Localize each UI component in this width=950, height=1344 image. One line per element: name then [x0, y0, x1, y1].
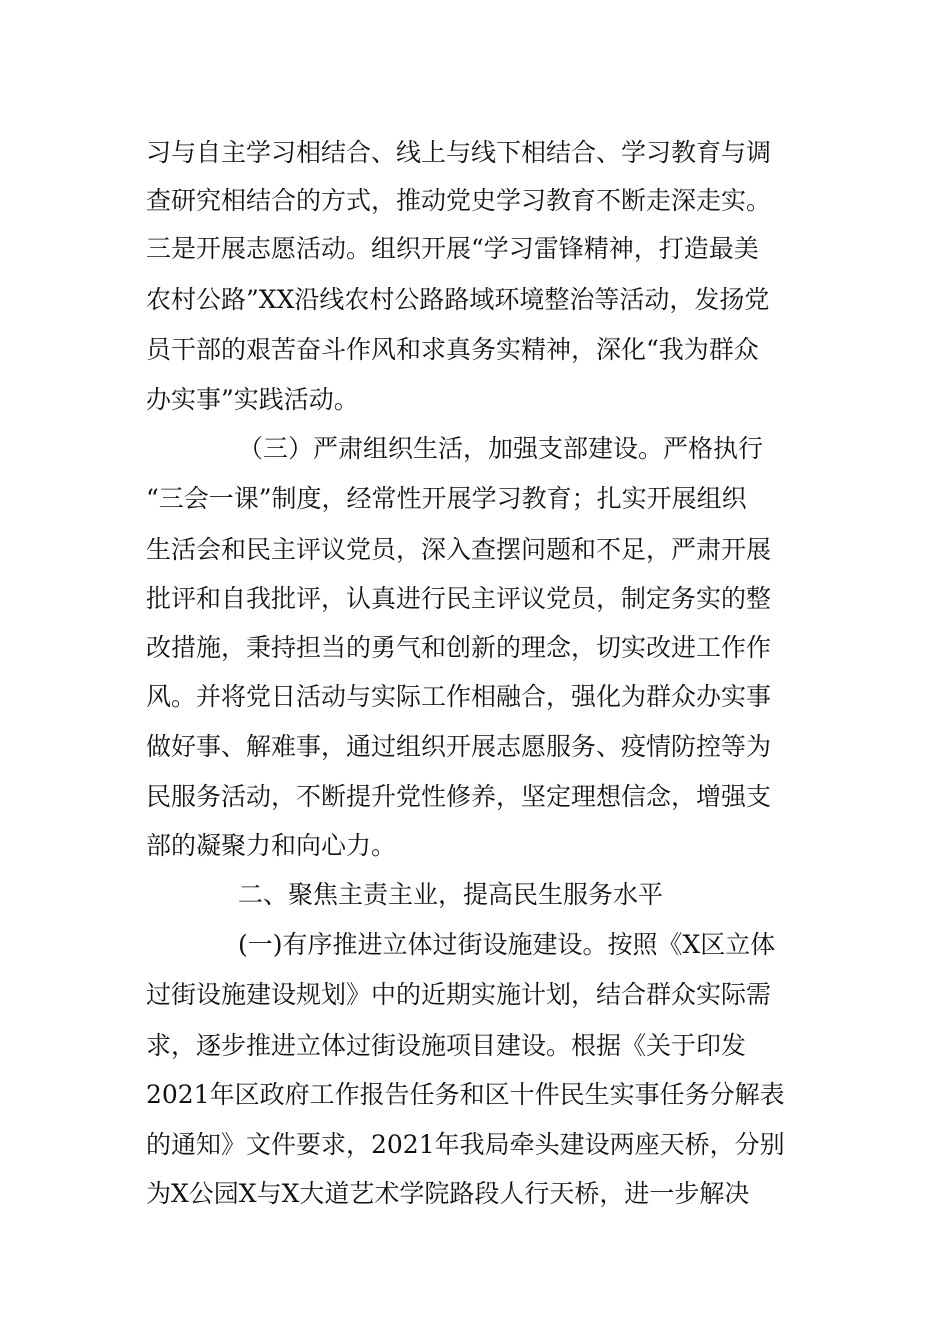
text-line: 的通知》文件要求，2021年我局牵头建设两座天桥，分别 [146, 1130, 785, 1159]
text-line: 求，逐步推进立体过街设施项目建设。根据《关于印发 [146, 1031, 747, 1060]
text-line: 风。并将党日活动与实际工作相融合，强化为群众办实事 [146, 682, 772, 711]
section-heading: （三）严肃组织生活，加强支部建设。严格执行 [238, 434, 764, 463]
text-line: 办实事”实践活动。 [146, 385, 359, 414]
text-line: 改措施，秉持担当的勇气和创新的理念，切实改进工作作 [146, 633, 772, 662]
text-line: 做好事、解难事，通过组织开展志愿服务、疫情防控等为 [146, 732, 772, 761]
text-line: 农村公路”XX沿线农村公路路域环境整治等活动，发扬党 [146, 285, 770, 314]
text-line: 部的凝聚力和向心力。 [146, 831, 397, 860]
section-heading: 二、聚焦主责主业，提高民生服务水平 [238, 880, 664, 909]
text-line: 为X公园X与X大道艺术学院路段人行天桥，进一步解决 [146, 1179, 750, 1208]
text-line: 习与自主学习相结合、线上与线下相结合、学习教育与调 [146, 138, 772, 167]
text-line: 三是开展志愿活动。组织开展“学习雷锋精神，打造最美 [146, 234, 759, 263]
text-line: 查研究相结合的方式，推动党史学习教育不断走深走实。 [146, 186, 772, 215]
text-line: “三会一课”制度，经常性开展学习教育；扎实开展组织 [146, 484, 747, 513]
text-line: 员干部的艰苦奋斗作风和求真务实精神，深化“我为群众 [146, 335, 759, 364]
text-line: 民服务活动，不断提升党性修养，坚定理想信念，增强支 [146, 782, 772, 811]
text-line: 批评和自我批评，认真进行民主评议党员，制定务实的整 [146, 584, 772, 613]
section-heading: (一)有序推进立体过街设施建设。按照《X区立体 [238, 930, 776, 959]
text-line: 2021年区政府工作报告任务和区十件民生实事任务分解表 [146, 1080, 785, 1109]
text-line: 过街设施建设规划》中的近期实施计划，结合群众实际需 [146, 980, 772, 1009]
text-line: 生活会和民主评议党员，深入查摆问题和不足，严肃开展 [146, 535, 772, 564]
